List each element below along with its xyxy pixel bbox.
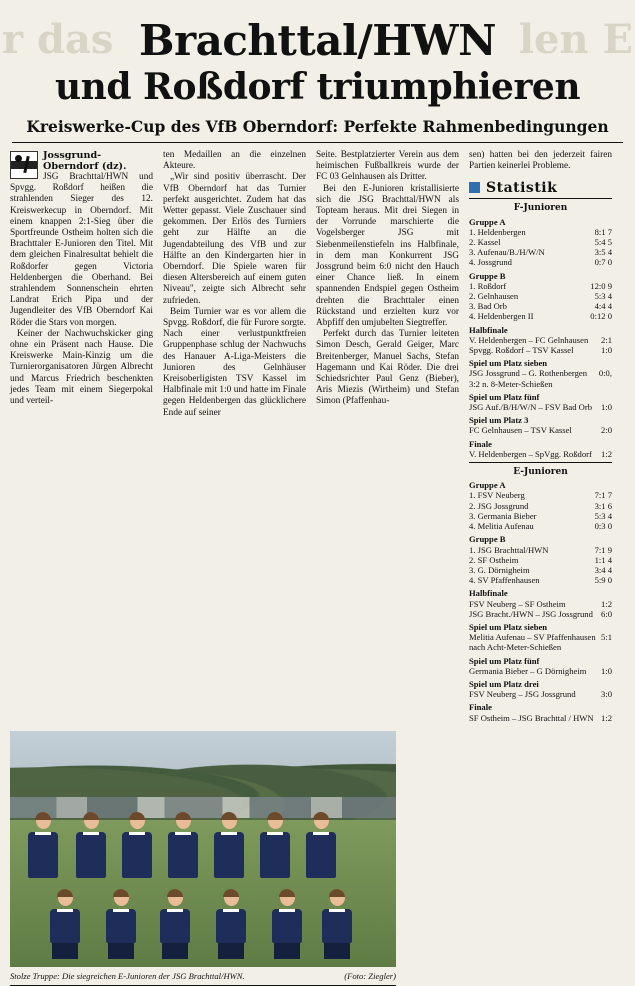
photo-player-jersey <box>216 909 246 943</box>
paragraph: „Wir sind positiv überrascht. Der VfB Oberndorf hat das Turnier perfekt ausgerichtet. Zudem hat das Wetter gepasst. Viele Zuschauer sind gekommen. Der Erlös des Turniers geht zur Hälfte an die Jugendabteilung des VfB und zur Hälfte an den Kindergarten hier in Oberndorf. Die Spiele waren für diesen Altersbereich auf einem guten Niveau", zeigte sich Albrecht sehr zufrieden. <box>163 172 306 306</box>
photo-player <box>28 812 58 878</box>
statistics-row-name: SF Ostheim – JSG Brachttal / HWN <box>469 712 594 723</box>
byline-credit: (dz). <box>101 161 127 172</box>
photo-team-group <box>10 773 396 967</box>
statistics-row-name: FSV Neuberg – JSG Jossgrund <box>469 689 576 700</box>
jersey-sponsor-icon <box>83 832 99 835</box>
article-column-2 <box>163 150 306 419</box>
photo-player-head <box>114 889 129 906</box>
article-columns <box>10 150 625 723</box>
jersey-sponsor-icon <box>129 832 145 835</box>
headline-line-2: und Roßdorf triumphieren <box>54 66 580 108</box>
photo-player-legs <box>274 943 300 959</box>
statistics-row <box>469 545 612 555</box>
statistics-row <box>469 281 612 291</box>
photo-player-head <box>222 812 237 829</box>
photo-player-jersey <box>122 832 152 878</box>
statistics-row <box>469 257 612 267</box>
bullet-square-icon <box>469 182 480 193</box>
photo-player-hair <box>83 812 99 820</box>
statistics-row <box>469 501 612 511</box>
jersey-sponsor-icon <box>35 832 51 835</box>
statistics-row-score: 1:2 <box>601 598 612 609</box>
paragraph: Beim Turnier war es vor allem die Spvgg. Roßdorf, die für Furore sorgte. Nach einer verlustpunktfreien Gruppenphase schlug der Nachwuchs des Hanauer A-Liga-Meisters die Junioren des Gelnhäuser Kreisoberligisten TSV Kassel im Halbfinale mit 1:0 und hatte im Finale gegen Heldenbergen das glücklichere Ende auf seiner <box>163 306 306 418</box>
statistics-row-score: 4:4 4 <box>594 301 612 312</box>
photo-player-hair <box>221 812 237 820</box>
paragraph: Keiner der Nachwuchskicker ging ohne ein Präsent nach Hause. Die Kreiswerke Main-Kinzig um die Turnierorganisatoren Jürgen Albrecht und Marcus Friedrich beschenkten jedes Team mit einem Siegerpokal und verteil- <box>10 328 153 407</box>
photo-credit: (Foto: Ziegler) <box>344 970 396 981</box>
statistics-row-score: 1:2 <box>601 448 612 459</box>
statistics-row <box>469 247 612 257</box>
club-emblem-icon <box>10 151 38 179</box>
statistics-row-score: 1:0 <box>601 345 612 356</box>
statistics-row <box>469 291 612 301</box>
statistics-row-name: 4. Melitia Aufenau <box>469 521 534 532</box>
statistics-row <box>469 449 612 459</box>
photo-player-head <box>280 889 295 906</box>
statistics-title: Statistik <box>486 179 558 196</box>
statistics-row <box>469 402 612 412</box>
photo-player-jersey <box>322 909 352 943</box>
statistics-group-title: Gruppe A <box>469 480 506 491</box>
statistics-row-name: JSG Bracht./HWN – JSG Jossgrund <box>469 608 593 619</box>
photo-player-hair <box>129 812 145 820</box>
photo-player-head <box>84 812 99 829</box>
statistics-row <box>469 237 612 247</box>
photo-player-jersey <box>214 832 244 878</box>
statistics-category: E-Junioren <box>513 467 568 478</box>
statistics-row <box>469 565 612 575</box>
statistics-row-name: 2. SF Ostheim <box>469 554 519 565</box>
statistics-row-score: 7:1 9 <box>594 544 612 555</box>
paragraph: Seite. Bestplatzierter Verein aus dem heimischen Fußballkreis wurde der FC 03 Gelnhausen als Dritter. <box>316 150 459 183</box>
statistics-row-name: 3. Bad Orb <box>469 301 507 312</box>
statistics-group-title: Spiel um Platz sieben <box>469 358 548 369</box>
statistics-row-name: 3. G. Dörnigheim <box>469 564 530 575</box>
photo-player-hair <box>35 812 51 820</box>
jersey-sponsor-icon <box>279 909 295 912</box>
statistics-row <box>469 609 612 619</box>
statistics-group-title: Finale <box>469 438 492 449</box>
photo-player-head <box>130 812 145 829</box>
statistics-row-name: 3. Germania Bieber <box>469 510 537 521</box>
statistics-row-score: 6:0 <box>601 608 612 619</box>
photo-player-head <box>314 812 329 829</box>
header-divider <box>12 142 623 143</box>
bleed-text-left: r das <box>2 16 114 63</box>
photo-player-jersey <box>306 832 336 878</box>
statistics-row-score: 5:4 5 <box>594 237 612 248</box>
photo-player-head <box>168 889 183 906</box>
photo-player-jersey <box>160 909 190 943</box>
photo-player <box>260 812 290 878</box>
statistics-row-name: FSV Neuberg – SF Ostheim <box>469 598 566 609</box>
statistics-row-name: nach Acht-Meter-Schießen <box>469 642 562 653</box>
jersey-sponsor-icon <box>313 832 329 835</box>
statistics-row-score: 1:0 <box>601 402 612 413</box>
statistics-row <box>469 689 612 699</box>
photo-player-jersey <box>106 909 136 943</box>
statistics-group-title: Spiel um Platz 3 <box>469 415 529 426</box>
team-photo <box>10 731 396 967</box>
statistics-row <box>469 227 612 237</box>
jersey-sponsor-icon <box>167 909 183 912</box>
photo-player-legs <box>162 943 188 959</box>
photo-player-jersey <box>28 832 58 878</box>
photo-player-head <box>224 889 239 906</box>
photo-player <box>122 812 152 878</box>
photo-player-hair <box>267 812 283 820</box>
byline-place-1: Jossgrund- <box>43 150 102 161</box>
statistics-row <box>469 511 612 521</box>
photo-block <box>10 731 396 986</box>
statistics-row <box>469 379 612 389</box>
statistics-row-score: 5:1 <box>601 632 612 643</box>
statistics-row-name: V. Heldenbergen – SpVgg. Roßdorf <box>469 448 592 459</box>
photo-row <box>10 723 625 986</box>
statistics-row <box>469 345 612 355</box>
jersey-sponsor-icon <box>223 909 239 912</box>
paragraph: ten Medaillen an die einzelnen Akteure. <box>163 150 306 172</box>
headline-line-1: Brachttal/HWN <box>138 16 496 65</box>
jersey-sponsor-icon <box>329 909 345 912</box>
statistics-group-title: Spiel um Platz sieben <box>469 621 548 632</box>
paragraph: Perfekt durch das Turnier leiteten Simon Desch, Gerald Geiger, Marc Breitenberger, Manuel Sachs, Stefan Hagemann und Kai Röder. Die drei Schiedsrichter Paul Genz (Bieber), Aris Miezis (Wirtheim) und Stefan Simon (Pfaffenhau- <box>316 329 459 407</box>
statistics-group-title: Spiel um Platz fünf <box>469 391 540 402</box>
statistics-row-name: 4. Heldenbergen II <box>469 311 534 322</box>
statistics-row <box>469 666 612 676</box>
photo-player <box>272 889 302 959</box>
statistics-group-title: Gruppe B <box>469 270 506 281</box>
photo-player <box>76 812 106 878</box>
statistics-row-name: 4. Jossgrund <box>469 257 512 268</box>
caption-text: Stolze Truppe: Die siegreichen E-Junioren der JSG Brachttal/HWN. <box>10 970 245 981</box>
statistics-row-name: 3:2 n. 8-Meter-Schießen <box>469 378 553 389</box>
photo-player-legs <box>218 943 244 959</box>
statistics-row-score: 8:1 7 <box>594 226 612 237</box>
statistics-row <box>469 642 612 652</box>
statistics-group-title: Halbfinale <box>469 324 508 335</box>
statistics-row-name: V. Heldenbergen – FC Gelnhausen <box>469 334 589 345</box>
statistics-group-title: Gruppe B <box>469 534 506 545</box>
paragraph: sen) hatten bei den jederzeit fairen Partien keinerlei Probleme. <box>469 150 612 172</box>
statistics-row-name: FC Gelnhausen – TSV Kassel <box>469 425 572 436</box>
jersey-sponsor-icon <box>267 832 283 835</box>
statistics-header <box>469 179 612 196</box>
photo-player <box>106 889 136 959</box>
statistics-row-score: 3:0 <box>601 689 612 700</box>
statistics-row-name: 3. Aufenau/B./H/W/N <box>469 247 545 258</box>
statistics-row-score: 5:3 4 <box>594 291 612 302</box>
statistics-row-name: Germania Bieber – G Dörnigheim <box>469 665 587 676</box>
article-column-3 <box>316 150 459 408</box>
photo-player-jersey <box>76 832 106 878</box>
statistics-row-name: 4. SV Pfaffenhausen <box>469 575 540 586</box>
statistics-row-score: 0:0, <box>598 368 612 379</box>
statistics-row-name: 1. FSV Neuberg <box>469 490 525 501</box>
statistics-row-score: 3:1 6 <box>594 500 612 511</box>
jersey-sponsor-icon <box>221 832 237 835</box>
statistics-category: F-Junioren <box>513 203 568 214</box>
photo-player-legs <box>52 943 78 959</box>
statistics-row-name: 2. JSG Jossgrund <box>469 500 529 511</box>
byline-place-2: Oberndorf <box>43 161 99 172</box>
statistics-row-name: 1. JSG Brachttal/HWN <box>469 544 549 555</box>
statistics-row-name: Spvgg. Roßdorf – TSV Kassel <box>469 345 574 356</box>
statistics-row-score: 0:12 0 <box>590 311 612 322</box>
statistics-row-name: 2. Kassel <box>469 237 501 248</box>
photo-player-legs <box>108 943 134 959</box>
statistics-row-score: 2:0 <box>601 425 612 436</box>
statistics-row-score: 3:4 4 <box>594 564 612 575</box>
photo-player-jersey <box>272 909 302 943</box>
jersey-sponsor-icon <box>113 909 129 912</box>
statistics-row-name: JSG Auf./B/H/W/N – FSV Bad Orb <box>469 402 593 413</box>
statistics-group-title: Spiel um Platz drei <box>469 678 539 689</box>
statistics-row <box>469 632 612 642</box>
photo-player <box>216 889 246 959</box>
subheadline: Kreiswerke-Cup des VfB Oberndorf: Perfekte Rahmenbedingungen <box>26 117 609 136</box>
statistics-group-title: Finale <box>469 702 492 713</box>
photo-player-hair <box>175 812 191 820</box>
statistics-row <box>469 335 612 345</box>
photo-player-legs <box>324 943 350 959</box>
statistics-row <box>469 368 612 378</box>
statistics-row-score: 5:3 4 <box>594 510 612 521</box>
statistics-group-title: Halbfinale <box>469 588 508 599</box>
statistics-column <box>469 150 612 723</box>
statistics-row-name: 1. Roßdorf <box>469 280 507 291</box>
photo-player <box>214 812 244 878</box>
statistics-row-score: 1:0 <box>601 665 612 676</box>
newspaper-page <box>0 18 635 986</box>
statistics-row-name: Melitia Aufenau – SV Pfaffenhausen <box>469 632 596 643</box>
statistics-row-score: 1:1 4 <box>594 554 612 565</box>
photo-player-hair <box>279 889 295 897</box>
photo-player <box>322 889 352 959</box>
statistics-group-title: Gruppe A <box>469 216 506 227</box>
photo-player-head <box>268 812 283 829</box>
bleed-text-right: len E <box>518 16 633 63</box>
photo-player-head <box>330 889 345 906</box>
photo-player-hair <box>57 889 73 897</box>
photo-caption <box>10 971 396 981</box>
photo-player-hair <box>223 889 239 897</box>
photo-player-hair <box>113 889 129 897</box>
statistics-row <box>469 713 612 723</box>
statistics-row <box>469 599 612 609</box>
statistics-row-score: 2:1 <box>601 334 612 345</box>
statistics-divider <box>469 198 612 199</box>
statistics-row-score: 0:3 0 <box>594 521 612 532</box>
photo-player-jersey <box>260 832 290 878</box>
jersey-sponsor-icon <box>175 832 191 835</box>
photo-player-head <box>176 812 191 829</box>
statistics-body <box>469 203 612 722</box>
article-column-1 <box>10 150 153 407</box>
statistics-row-score: 12:0 9 <box>590 280 612 291</box>
masthead <box>10 18 625 108</box>
photo-player <box>160 889 190 959</box>
paragraph: JSG Brachttal/HWN und Spvgg. Roßdorf heißen die strahlenden Sieger des 12. Kreiswerkecup in Oberndorf. Mit einem knappen 2:1-Sieg über die Sportfreunde Ostheim holten sich die Brachttaler E-Junioren den Titel. Mit dem gleichen Finalresultat behielt die Roßdorfer gegen Victoria Heldenbergen die Oberhand. Bei strahlendem Sonnenschein ehrten Landrat Erich Pipa und der Jugendleiter des VfB Oberndorf Kai Röder die Stars von morgen. <box>10 172 153 328</box>
photo-player-hair <box>167 889 183 897</box>
statistics-divider <box>469 462 612 463</box>
statistics-row <box>469 301 612 311</box>
paragraph: Bei den E-Junioren kristallisierte sich die JSG Brachttal/HWN als Topteam heraus. Mit drei Siegen in der Vorrunde marschierte die Vogelsberger JSG mit Siebenmeilenstiefeln ins Halbfinale, in dem man Konkurrent JSG Jossgrund beim 6:0 nicht den Hauch einer Chance ließ. In einem spannenden Endspiel gegen Ostheim drehten die Brachttaler einen Rückstand und erzielten kurz vor Abpfiff den umjubelten Siegtreffer. <box>316 183 459 329</box>
statistics-row <box>469 311 612 321</box>
jersey-sponsor-icon <box>57 909 73 912</box>
statistics-row <box>469 555 612 565</box>
photo-player <box>306 812 336 878</box>
photo-player <box>50 889 80 959</box>
photo-player <box>168 812 198 878</box>
statistics-row <box>469 490 612 500</box>
statistics-row-score: 3:5 4 <box>594 247 612 258</box>
statistics-row-score: 5:9 0 <box>594 575 612 586</box>
statistics-row <box>469 425 612 435</box>
photo-player-head <box>36 812 51 829</box>
statistics-row-score: 0:7 0 <box>594 257 612 268</box>
statistics-row-name: 1. Heldenbergen <box>469 226 526 237</box>
photo-player-hair <box>313 812 329 820</box>
statistics-row-name: JSG Jossgrund – G. Rothenbergen <box>469 368 588 379</box>
statistics-group-title: Spiel um Platz fünf <box>469 655 540 666</box>
photo-player-head <box>58 889 73 906</box>
photo-player-jersey <box>50 909 80 943</box>
statistics-row <box>469 521 612 531</box>
statistics-row-score: 1:2 <box>601 712 612 723</box>
statistics-row-score: 7:1 7 <box>594 490 612 501</box>
photo-player-hair <box>329 889 345 897</box>
statistics-row-name: 2. Gelnhausen <box>469 291 519 302</box>
byline <box>10 150 153 172</box>
photo-player-jersey <box>168 832 198 878</box>
statistics-row <box>469 575 612 585</box>
